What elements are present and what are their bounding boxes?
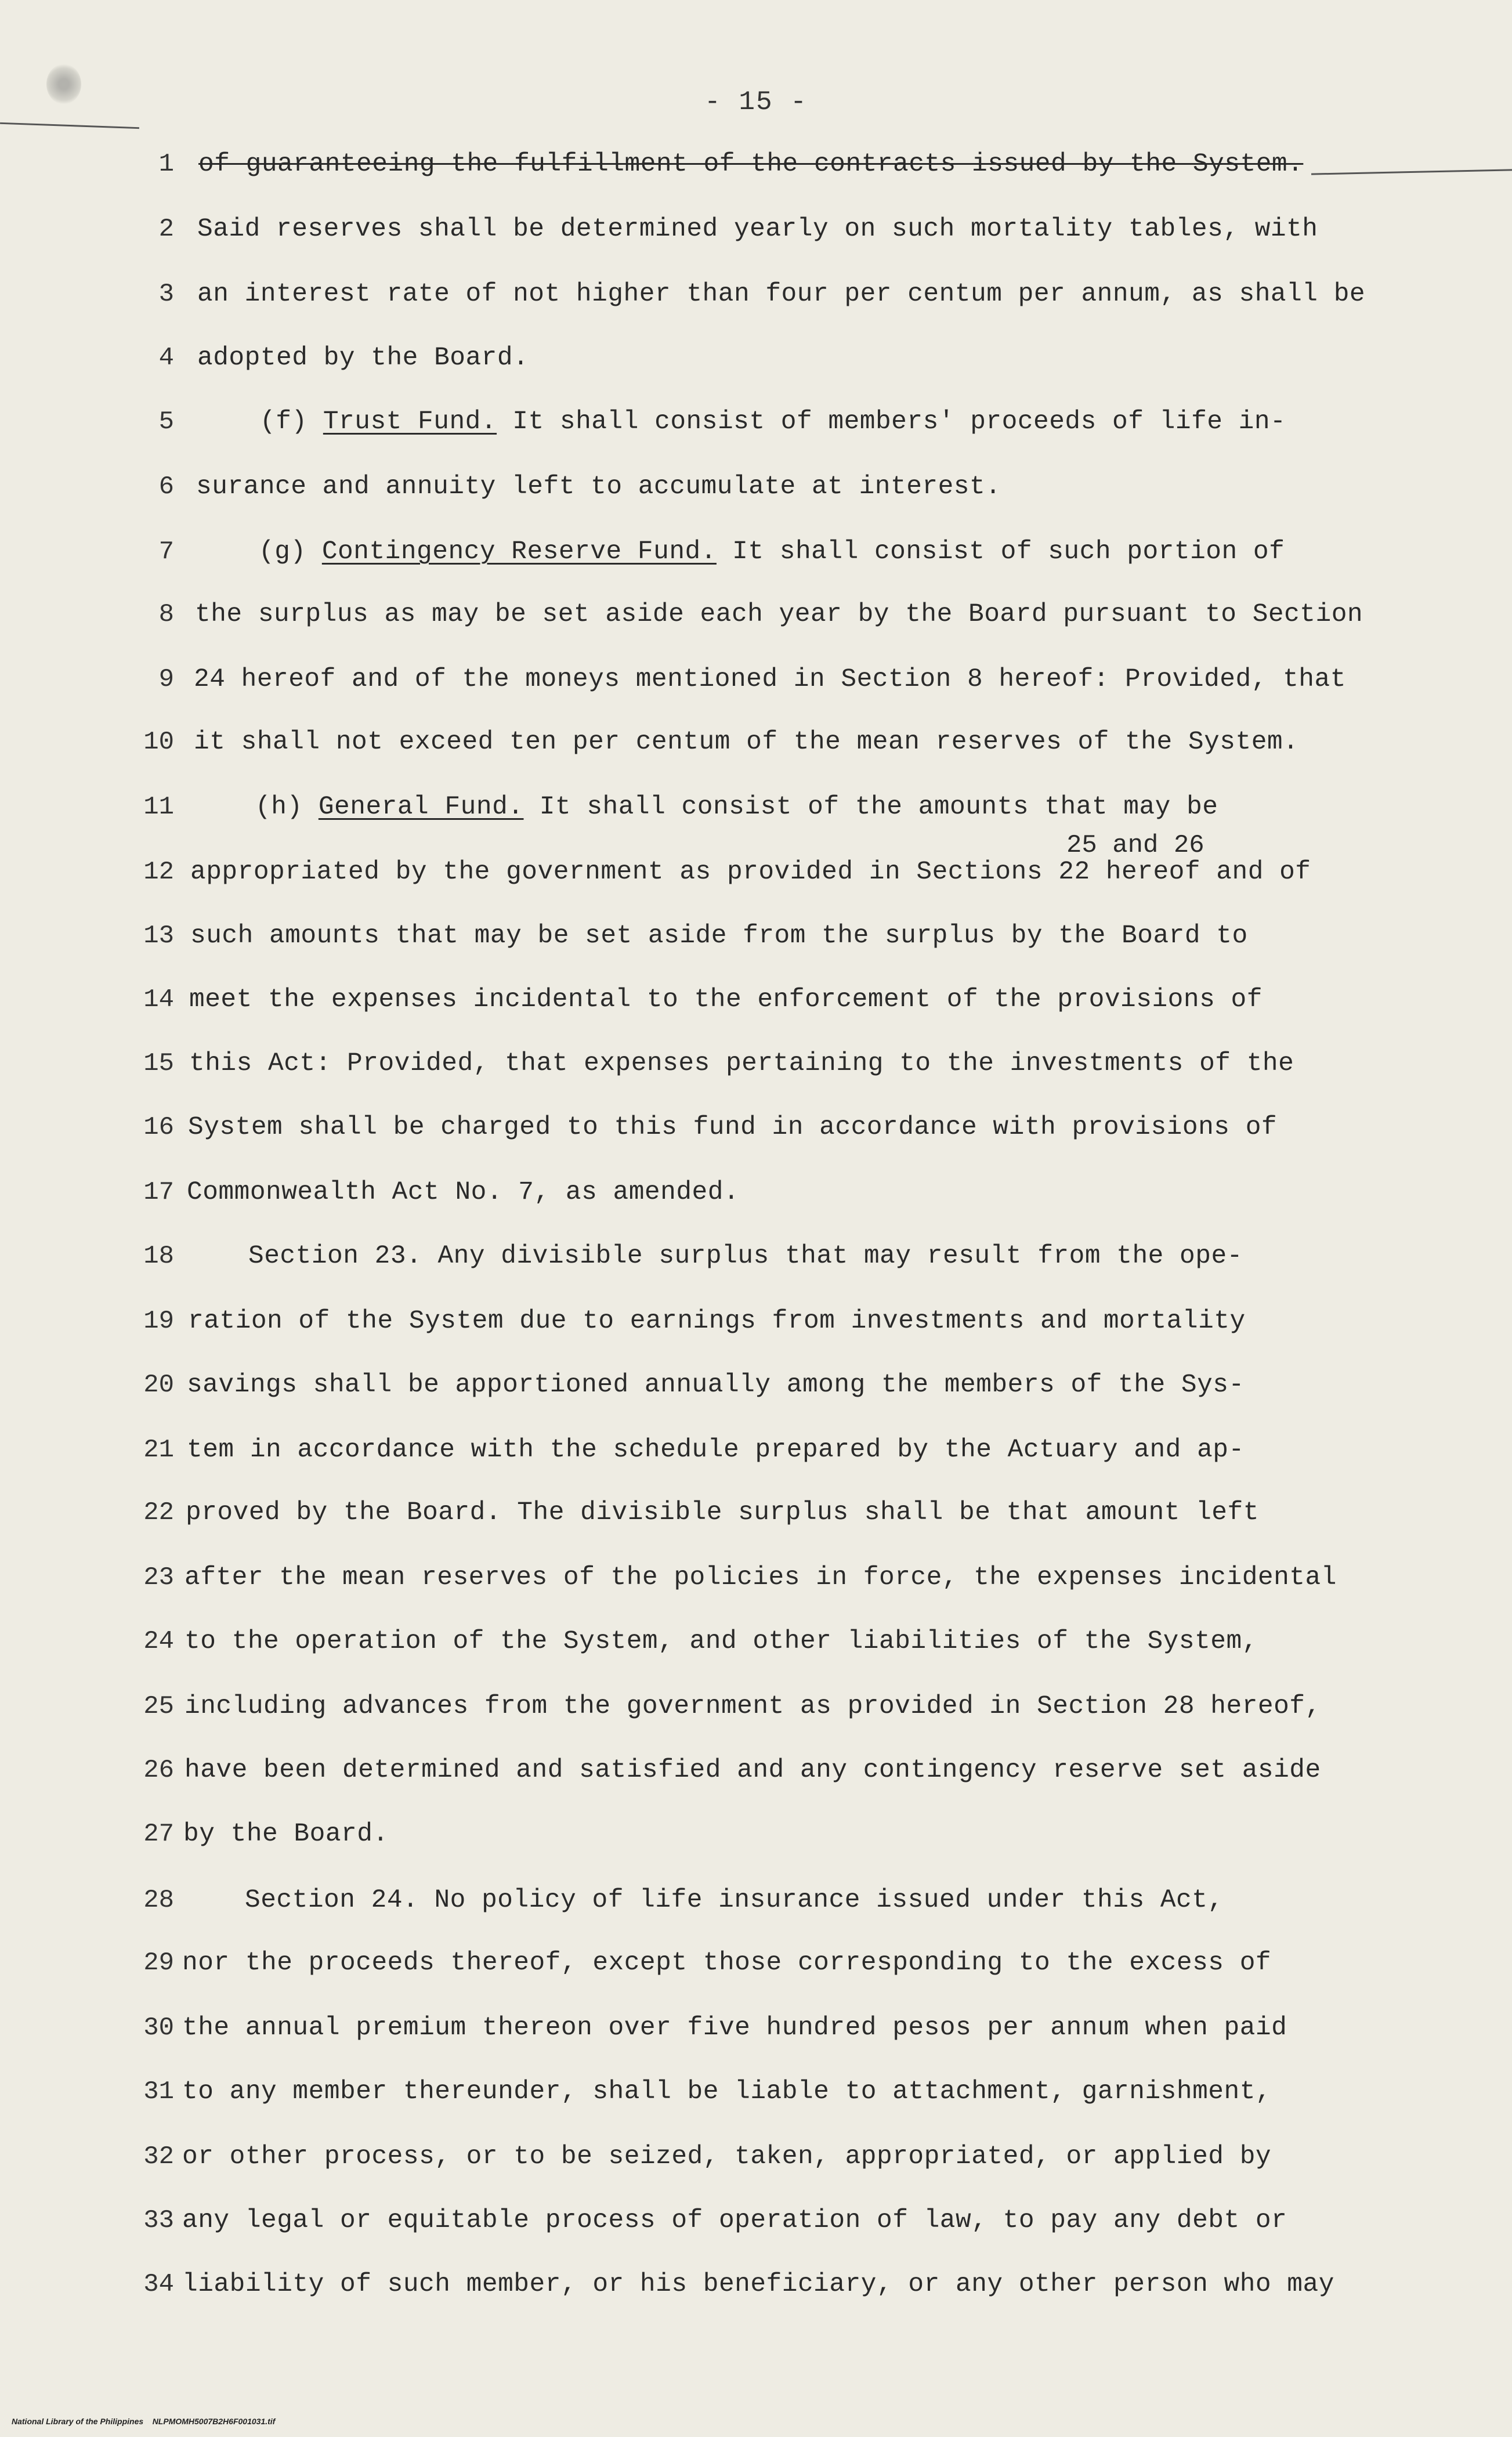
text-line <box>0 2077 1512 2124</box>
text-line <box>0 150 1512 196</box>
line-text-rest: It shall consist of members' proceeds of life in- <box>497 407 1286 436</box>
line-number: 1 <box>158 150 174 179</box>
page-number: - 15 - <box>704 87 808 117</box>
text-line <box>0 793 1512 839</box>
line-number: 30 <box>143 2013 174 2042</box>
line-number: 17 <box>143 1178 174 1207</box>
subsection-label: (h) <box>255 793 319 822</box>
line-number: 22 <box>143 1498 174 1527</box>
text-line <box>0 858 1512 904</box>
line-text: 24 hereof and of the moneys mentioned in Section 8 hereof: Provided, that <box>194 665 1346 694</box>
text-line <box>0 2270 1512 2316</box>
line-text: any legal or equitable process of operation of law, to pay any debt or <box>182 2206 1287 2235</box>
line-text <box>255 793 1218 822</box>
line-number: 28 <box>143 1886 174 1915</box>
line-number: 19 <box>143 1307 174 1336</box>
text-line <box>0 1498 1512 1545</box>
line-number: 4 <box>158 344 174 373</box>
line-number: 18 <box>143 1242 174 1271</box>
trust-fund-heading: Trust Fund. <box>323 407 497 436</box>
line-number: 5 <box>158 407 174 436</box>
text-line <box>0 665 1512 711</box>
line-text: have been determined and satisfied and any contingency reserve set aside <box>185 1756 1321 1785</box>
line-number: 9 <box>158 665 174 694</box>
text-line <box>0 985 1512 1032</box>
text-line <box>0 2013 1512 2060</box>
line-number: 26 <box>143 1756 174 1785</box>
text-line <box>0 407 1512 454</box>
line-text: appropriated by the government as provided in Sections 22 hereof and of <box>190 858 1311 887</box>
line-number: 3 <box>158 280 174 309</box>
line-text-rest: It shall consist of such portion of <box>716 537 1285 566</box>
line-number: 15 <box>143 1049 174 1078</box>
line-text: surance and annuity left to accumulate at interest. <box>196 472 1001 501</box>
line-text: or other process, or to be seized, taken, appropriated, or applied by <box>182 2142 1272 2171</box>
line-number: 11 <box>143 793 174 822</box>
text-line <box>0 1627 1512 1673</box>
struck-text: of guaranteeing the fulfillment of the contracts issued by the System. <box>198 150 1304 179</box>
line-number: 7 <box>158 537 174 566</box>
text-line <box>0 1307 1512 1353</box>
line-number: 16 <box>143 1113 174 1142</box>
line-number: 33 <box>143 2206 174 2235</box>
line-number: 6 <box>158 472 174 501</box>
general-fund-heading: General Fund. <box>318 793 524 822</box>
line-number: 20 <box>143 1371 174 1400</box>
line-text: it shall not exceed ten per centum of the mean reserves of the System. <box>194 728 1299 757</box>
text-line <box>0 1756 1512 1802</box>
text-line <box>0 1563 1512 1610</box>
line-number: 8 <box>158 600 174 629</box>
smudge-mark <box>46 64 81 104</box>
text-line <box>0 1113 1512 1159</box>
text-line <box>0 1049 1512 1095</box>
line-text: an interest rate of not higher than four per centum per annum, as shall be <box>197 280 1366 309</box>
line-text: the annual premium thereon over five hundred pesos per annum when paid <box>182 2013 1287 2042</box>
line-number: 21 <box>143 1436 174 1465</box>
line-text: Said reserves shall be determined yearly on such mortality tables, with <box>197 215 1318 244</box>
line-number: 12 <box>143 858 174 887</box>
line-text: this Act: Provided, that expenses pertaining to the investments of the <box>189 1049 1294 1078</box>
line-text: meet the expenses incidental to the enforcement of the provisions of <box>189 985 1263 1014</box>
line-number: 14 <box>143 985 174 1014</box>
subsection-label: (g) <box>259 537 322 566</box>
line-text: ration of the System due to earnings from investments and mortality <box>188 1307 1246 1336</box>
line-text: tem in accordance with the schedule prepared by the Actuary and ap- <box>187 1436 1245 1465</box>
text-line <box>0 2142 1512 2189</box>
line-number: 31 <box>143 2077 174 2106</box>
line-text: nor the proceeds thereof, except those corresponding to the excess of <box>182 1948 1272 1977</box>
line-text: after the mean reserves of the policies in force, the expenses incidental <box>185 1563 1337 1592</box>
line-text: Section 24. No policy of life insurance issued under this Act, <box>245 1886 1224 1915</box>
text-line <box>0 1371 1512 1417</box>
text-line <box>0 921 1512 968</box>
line-text: Commonwealth Act No. 7, as amended. <box>187 1178 740 1207</box>
text-line <box>0 728 1512 774</box>
line-number: 29 <box>143 1948 174 1977</box>
line-number: 27 <box>143 1820 174 1849</box>
line-number: 13 <box>143 921 174 950</box>
text-line <box>0 537 1512 584</box>
margin-rule-left <box>0 122 139 129</box>
text-line <box>0 1178 1512 1224</box>
text-line <box>0 344 1512 390</box>
line-number: 24 <box>143 1627 174 1656</box>
line-text: adopted by the Board. <box>197 344 529 373</box>
line-text: savings shall be apportioned annually among the members of the Sys- <box>187 1371 1245 1400</box>
text-line <box>0 215 1512 261</box>
line-number: 2 <box>158 215 174 244</box>
handwritten-insertion: 25 and 26 <box>1066 831 1204 860</box>
line-text: liability of such member, or his beneficiary, or any other person who may <box>182 2270 1334 2299</box>
text-line <box>0 280 1512 326</box>
line-number: 25 <box>143 1692 174 1721</box>
line-text: the surplus as may be set aside each year by the Board pursuant to Section <box>195 600 1363 629</box>
text-line <box>0 1820 1512 1866</box>
line-number: 10 <box>143 728 174 757</box>
line-text: by the Board. <box>183 1820 389 1849</box>
subsection-label: (f) <box>260 407 323 436</box>
text-line <box>0 1692 1512 1738</box>
contingency-reserve-fund-heading: Contingency Reserve Fund. <box>321 537 717 566</box>
text-line <box>0 1948 1512 1995</box>
line-text: to the operation of the System, and other liabilities of the System, <box>185 1627 1258 1656</box>
text-line <box>0 600 1512 646</box>
line-text: such amounts that may be set aside from the surplus by the Board to <box>190 921 1248 950</box>
line-text <box>259 537 1285 566</box>
text-line <box>0 1886 1512 1932</box>
line-number: 34 <box>143 2270 174 2299</box>
line-text: proved by the Board. The divisible surplus shall be that amount left <box>186 1498 1259 1527</box>
line-text: System shall be charged to this fund in accordance with provisions of <box>188 1113 1278 1142</box>
line-number: 23 <box>143 1563 174 1592</box>
line-text <box>260 407 1286 436</box>
scan-footer: National Library of the Philippines NLPMOMH5007B2H6F001031.tif <box>12 2417 276 2426</box>
text-line <box>0 472 1512 519</box>
text-line <box>0 1242 1512 1288</box>
line-text-rest: It shall consist of the amounts that may be <box>523 793 1218 822</box>
text-line <box>0 2206 1512 2252</box>
line-text: Section 23. Any divisible surplus that may result from the ope- <box>248 1242 1243 1271</box>
line-number: 32 <box>143 2142 174 2171</box>
line-text: to any member thereunder, shall be liable to attachment, garnishment, <box>182 2077 1272 2106</box>
text-line <box>0 1436 1512 1482</box>
line-text: including advances from the government as provided in Section 28 hereof, <box>185 1692 1321 1721</box>
